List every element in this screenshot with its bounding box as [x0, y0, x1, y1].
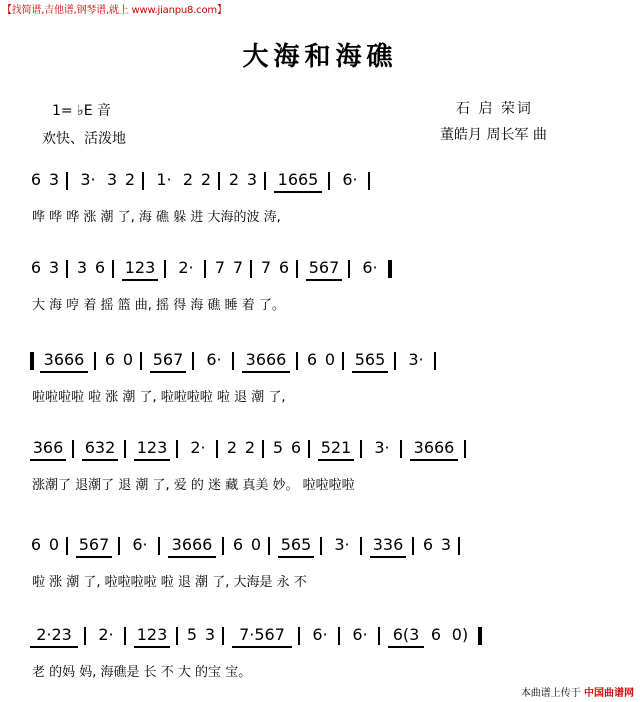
- barline: [360, 537, 362, 555]
- note-group: 567: [308, 258, 340, 277]
- barline: [388, 260, 392, 278]
- barline: [296, 352, 298, 370]
- barline: [140, 352, 142, 370]
- note-group: 6·: [352, 625, 368, 644]
- beam: [150, 371, 186, 373]
- key-signature: 1= ♭E 音: [52, 103, 111, 119]
- beam: [134, 646, 170, 648]
- barline: [338, 627, 340, 645]
- score-line: [0, 258, 640, 328]
- note-group: 6·: [362, 258, 378, 277]
- beam: [30, 646, 78, 648]
- beam: [410, 459, 458, 461]
- note-group: 123: [124, 258, 156, 277]
- note-group: 6: [422, 535, 434, 554]
- note-group: 123: [136, 438, 168, 457]
- barline: [268, 537, 270, 555]
- note-group: 3666: [245, 350, 287, 369]
- note-group: 6: [430, 625, 442, 644]
- note-group: 7: [260, 258, 272, 277]
- barline: [342, 352, 344, 370]
- note-group: 2: [226, 438, 238, 457]
- note-group: 2: [228, 170, 240, 189]
- note-group: 2: [200, 170, 212, 189]
- barline: [72, 440, 74, 458]
- barline: [124, 440, 126, 458]
- barline: [320, 537, 322, 555]
- beam: [122, 279, 158, 281]
- note-group: 2: [244, 438, 256, 457]
- barline: [118, 537, 120, 555]
- barline: [308, 440, 310, 458]
- note-group: 366: [32, 438, 64, 457]
- barline: [94, 352, 96, 370]
- note-group: 2: [124, 170, 136, 189]
- lyrics-line: 老 的妈 妈, 海礁是 长 不 大 的宝 宝。: [32, 665, 252, 680]
- note-group: 3·: [374, 438, 390, 457]
- tempo-marking: 欢快、活泼地: [42, 131, 126, 147]
- barline: [400, 440, 402, 458]
- note-group: 3: [440, 535, 452, 554]
- note-group: 0: [122, 350, 134, 369]
- lyrics-line: 哗 哗 哗 涨 潮 了, 海 礁 躲 进 大海的波 涛,: [32, 210, 281, 225]
- barline: [30, 352, 34, 370]
- note-group: 6: [232, 535, 244, 554]
- barline: [348, 260, 350, 278]
- note-group: 2·: [190, 438, 206, 457]
- barline: [84, 627, 86, 645]
- beam: [370, 556, 406, 558]
- barline: [464, 440, 466, 458]
- barline: [176, 440, 178, 458]
- lyrics-line: 大 海 哼 着 摇 篮 曲, 摇 得 海 礁 睡 着 了。: [32, 298, 285, 313]
- barline: [222, 627, 224, 645]
- song-title: 大海和海礁: [242, 42, 398, 72]
- beam: [306, 279, 342, 281]
- note-group: 6: [278, 258, 290, 277]
- barline: [66, 537, 68, 555]
- note-group: 1·: [156, 170, 172, 189]
- lyrics-line: 啦啦啦啦 啦 涨 潮 了, 啦啦啦啦 啦 退 潮 了,: [32, 390, 286, 405]
- note-group: 3: [48, 258, 60, 277]
- beam: [318, 459, 354, 461]
- note-group: 6: [94, 258, 106, 277]
- note-group: 3666: [413, 438, 455, 457]
- barline: [66, 172, 68, 190]
- barline: [368, 172, 370, 190]
- note-group: 5: [186, 625, 198, 644]
- score-line: [0, 438, 640, 508]
- note-group: 3·: [408, 350, 424, 369]
- score-line: [0, 170, 640, 240]
- footer: [521, 684, 634, 699]
- beam: [134, 459, 170, 461]
- beam: [30, 459, 66, 461]
- score-line: [0, 350, 640, 420]
- note-group: 567: [152, 350, 184, 369]
- beam: [388, 646, 424, 648]
- score-line: [0, 535, 640, 605]
- barline: [360, 440, 362, 458]
- note-group: 6: [30, 535, 42, 554]
- lyrics-line: 涨潮了 退潮了 退 潮 了, 爱 的 迷 藏 真美 妙。 啦啦啦啦: [32, 478, 355, 493]
- note-group: 3666: [171, 535, 213, 554]
- note-group: 6: [290, 438, 302, 457]
- note-group: 0: [324, 350, 336, 369]
- barline: [158, 537, 160, 555]
- beam: [352, 371, 388, 373]
- beam: [76, 556, 112, 558]
- barline: [296, 260, 298, 278]
- note-group: 3: [204, 625, 216, 644]
- barline: [176, 627, 178, 645]
- barline: [204, 260, 206, 278]
- barline: [394, 352, 396, 370]
- note-group: 3: [106, 170, 118, 189]
- beam: [168, 556, 216, 558]
- note-group: 123: [136, 625, 168, 644]
- note-group: 565: [280, 535, 312, 554]
- footer-text: 本曲谱上传于: [520, 688, 581, 699]
- barline: [328, 172, 330, 190]
- composers: 董皓月 周长军 曲: [440, 127, 547, 143]
- barline: [216, 440, 218, 458]
- beam: [274, 191, 322, 193]
- note-group: 0: [250, 535, 262, 554]
- note-group: 565: [354, 350, 386, 369]
- note-group: 6: [30, 258, 42, 277]
- note-group: 3: [48, 170, 60, 189]
- beam: [40, 371, 88, 373]
- note-group: 3·: [334, 535, 350, 554]
- barline: [142, 172, 144, 190]
- footer-brand: 中国曲谱网: [584, 688, 634, 699]
- lyricist: 石 启 荣词: [456, 101, 533, 117]
- note-group: 6·: [206, 350, 222, 369]
- beam: [242, 371, 290, 373]
- note-group: 0: [48, 535, 60, 554]
- barline: [262, 440, 264, 458]
- note-group: 7: [214, 258, 226, 277]
- note-group: 7: [232, 258, 244, 277]
- note-group: 2·: [98, 625, 114, 644]
- beam: [82, 459, 118, 461]
- beam: [232, 646, 292, 648]
- note-group: 3·: [80, 170, 96, 189]
- note-group: 6·: [132, 535, 148, 554]
- barline: [222, 537, 224, 555]
- note-group: 632: [84, 438, 116, 457]
- note-group: 6·: [342, 170, 358, 189]
- note-group: 336: [372, 535, 404, 554]
- barline: [434, 352, 436, 370]
- note-group: 521: [320, 438, 352, 457]
- note-group: 6(3: [392, 625, 420, 644]
- barline: [264, 172, 266, 190]
- note-group: 3666: [43, 350, 85, 369]
- barline: [192, 352, 194, 370]
- barline: [478, 627, 482, 645]
- barline: [124, 627, 126, 645]
- note-group: 7·567: [239, 625, 285, 644]
- barline: [250, 260, 252, 278]
- barline: [112, 260, 114, 278]
- note-group: 3: [76, 258, 88, 277]
- barline: [66, 260, 68, 278]
- note-group: 6·: [312, 625, 328, 644]
- note-group: 0): [451, 625, 469, 644]
- barline: [458, 537, 460, 555]
- note-group: 6: [306, 350, 318, 369]
- lyrics-line: 啦 涨 潮 了, 啦啦啦啦 啦 退 潮 了, 大海是 永 不: [32, 575, 307, 590]
- note-group: 6: [104, 350, 116, 369]
- note-group: 1665: [277, 170, 319, 189]
- note-group: 2·: [178, 258, 194, 277]
- beam: [278, 556, 314, 558]
- barline: [232, 352, 234, 370]
- site-tag[interactable]: 【找简谱,吉他谱,钢琴谱,就上 www.jianpu8.com】: [2, 5, 227, 16]
- note-group: 567: [78, 535, 110, 554]
- note-group: 3: [246, 170, 258, 189]
- barline: [164, 260, 166, 278]
- note-group: 5: [272, 438, 284, 457]
- barline: [218, 172, 220, 190]
- barline: [412, 537, 414, 555]
- note-group: 2: [182, 170, 194, 189]
- note-group: 2·23: [36, 625, 72, 644]
- note-group: 6: [30, 170, 42, 189]
- barline: [378, 627, 380, 645]
- barline: [298, 627, 300, 645]
